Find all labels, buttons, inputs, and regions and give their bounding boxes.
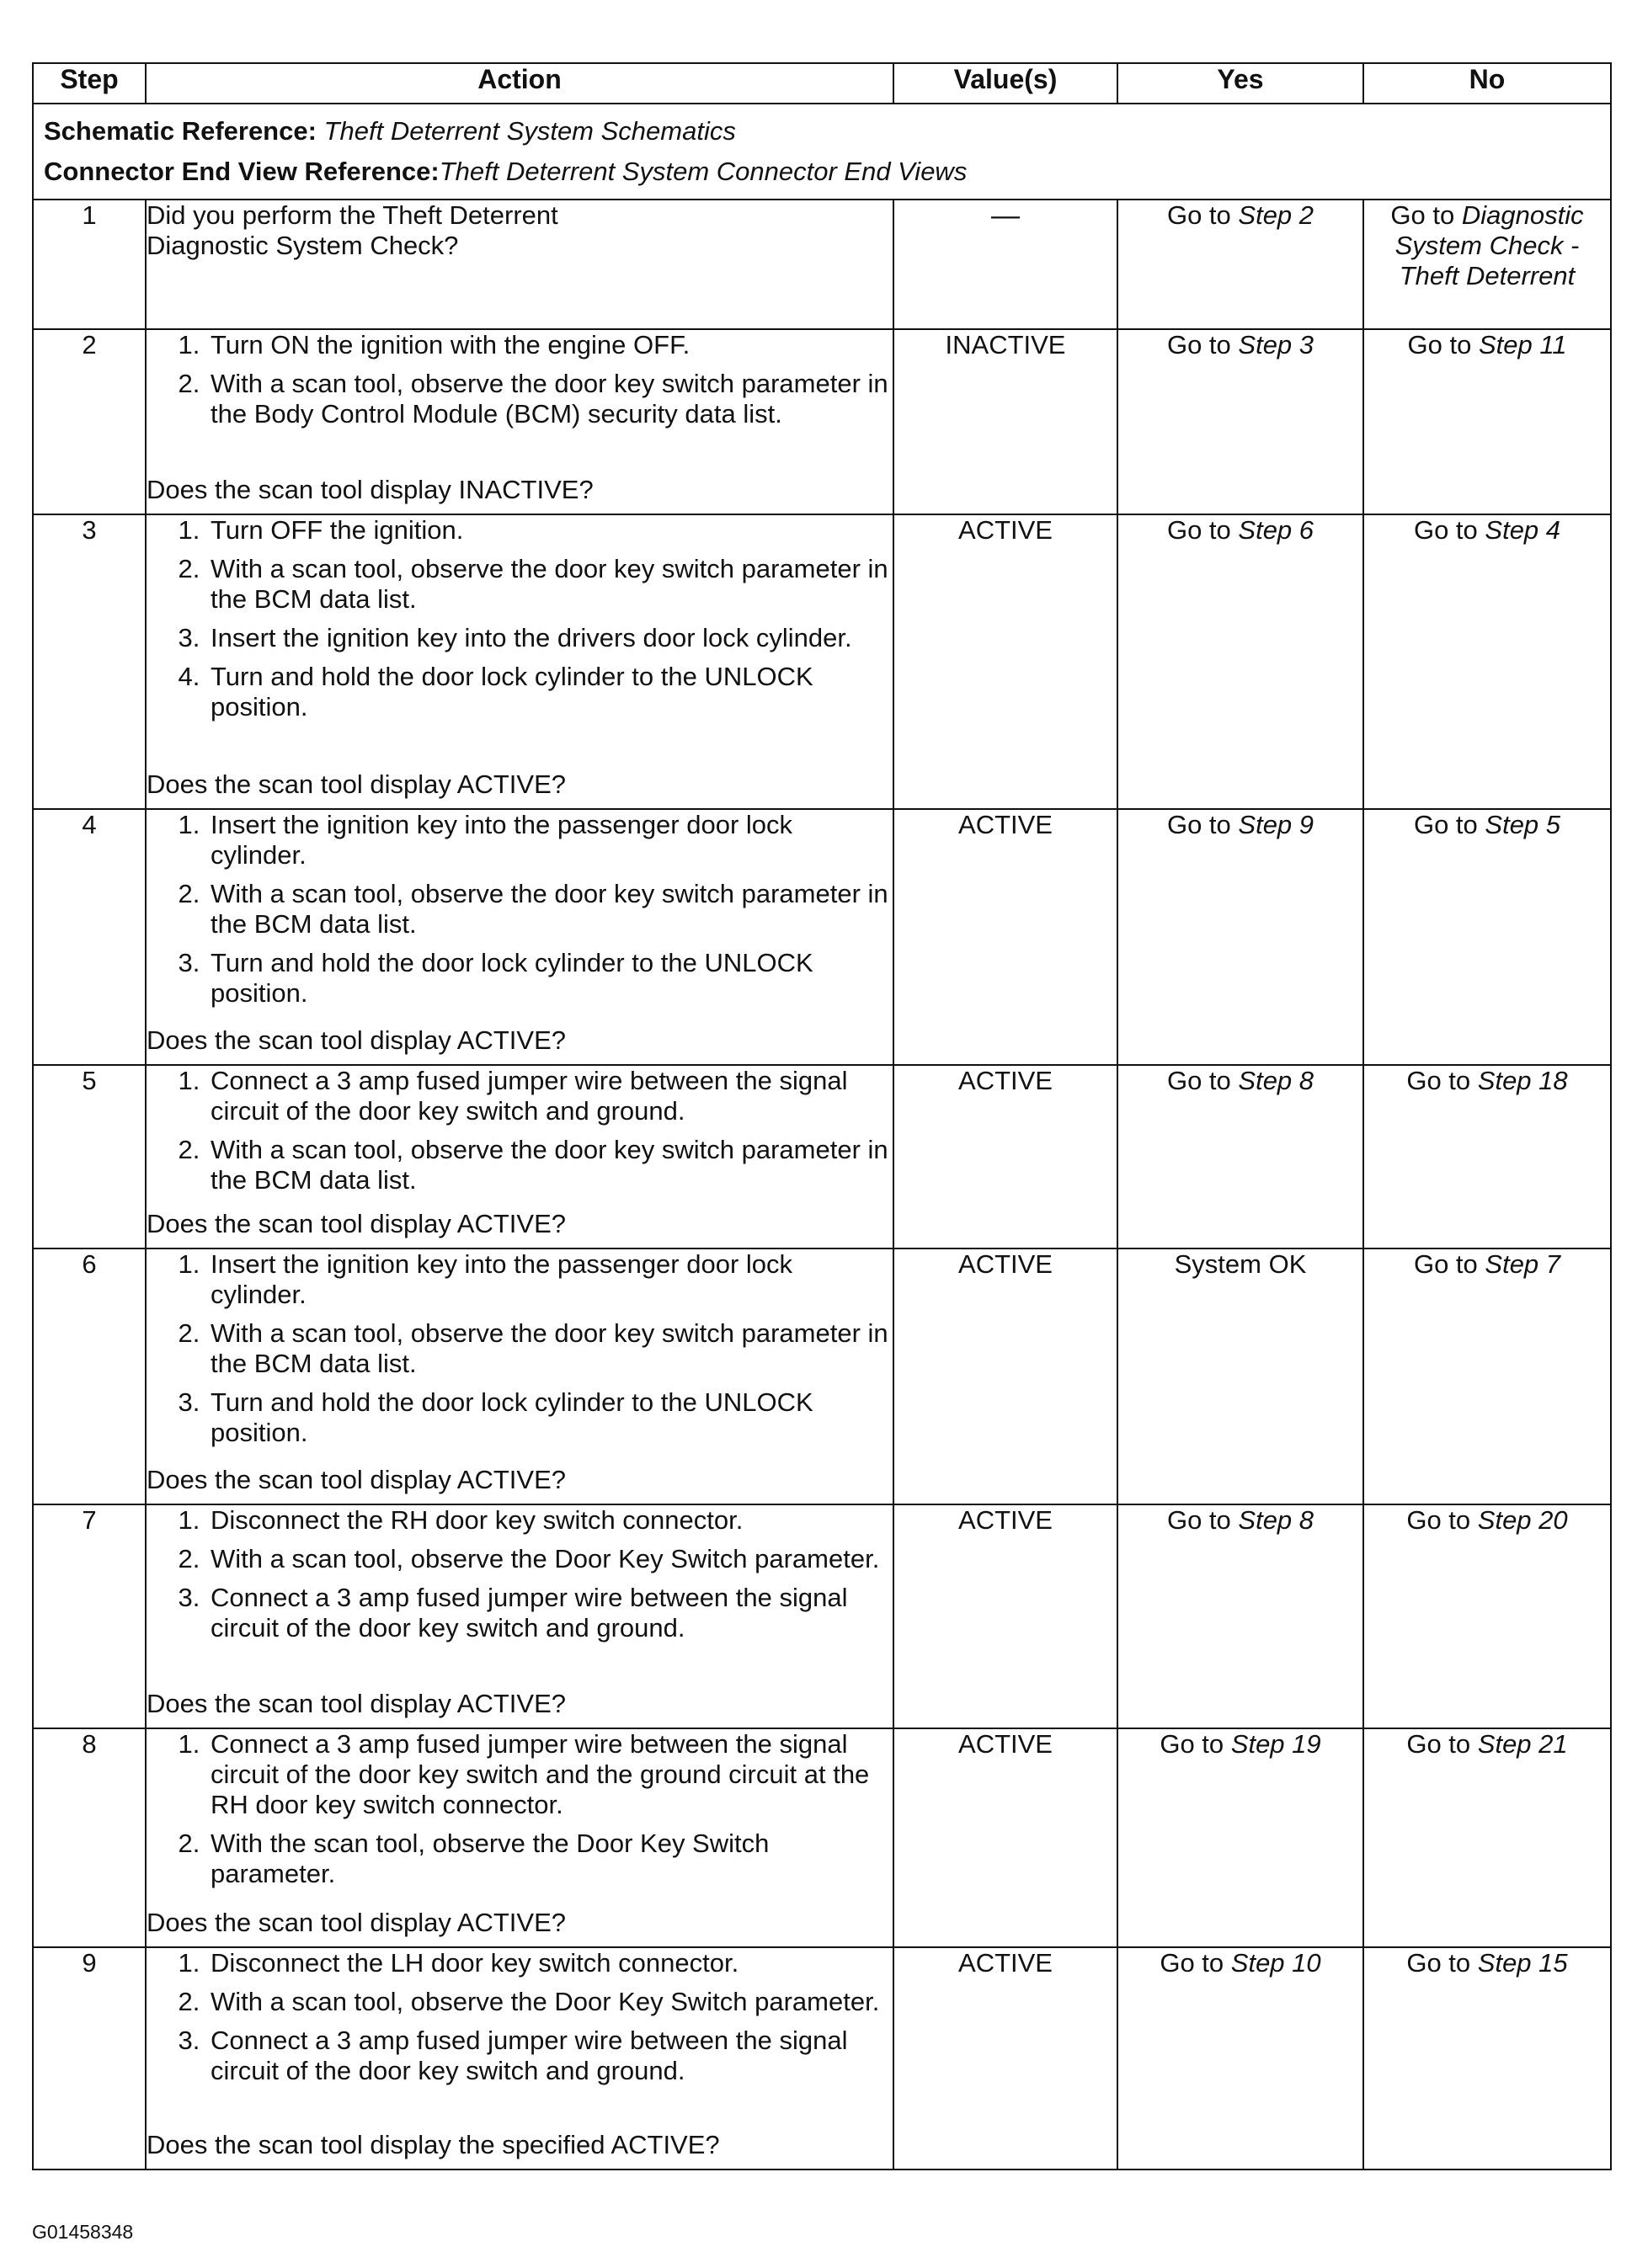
step-value: INACTIVE — [893, 329, 1117, 514]
schematic-reference — [44, 111, 1600, 152]
no-step-link[interactable]: Step 4 — [1485, 515, 1561, 545]
action-step-item: 2. With a scan tool, observe the door key switch parameter in the BCM data list. — [207, 879, 893, 940]
yes-step-link[interactable]: Step 2 — [1238, 200, 1314, 230]
action-steps — [147, 1249, 893, 1456]
action-step-item: 2. With a scan tool, observe the door key switch parameter in the BCM data list. — [207, 554, 893, 615]
action-steps — [147, 1066, 893, 1204]
step-value: ACTIVE — [893, 514, 1117, 809]
no-step-link[interactable]: Step 11 — [1478, 330, 1567, 359]
no-goto-label: Go to — [1390, 200, 1455, 230]
action-step-item: 3. Turn and hold the door lock cylinder to the UNLOCK position. — [207, 1387, 893, 1448]
no-action — [1363, 1504, 1611, 1728]
step-row — [33, 1504, 1611, 1728]
action-step-item: 1. Turn ON the ignition with the engine OFF. — [207, 330, 893, 360]
step-action — [146, 200, 893, 329]
action-step-item: 1. Disconnect the LH door key switch connector. — [207, 1948, 893, 1978]
yes-goto-label: Go to — [1166, 515, 1231, 545]
header-yes: Yes — [1117, 63, 1363, 104]
no-goto-label: Go to — [1413, 1249, 1478, 1279]
diagnostic-table — [32, 62, 1612, 2170]
action-question: Does the scan tool display ACTIVE? — [147, 1465, 566, 1494]
no-step-link[interactable]: Step 7 — [1485, 1249, 1561, 1279]
no-action — [1363, 200, 1611, 329]
step-value: ACTIVE — [893, 1947, 1117, 2170]
step-number: 7 — [33, 1504, 146, 1728]
no-diagnostic-link-line2[interactable]: System Check - — [1394, 231, 1580, 260]
step-number: 1 — [33, 200, 146, 329]
action-step-item: 1. Connect a 3 amp fused jumper wire between the signal circuit of the door key switch and ground. — [207, 1066, 893, 1126]
no-action — [1363, 1728, 1611, 1947]
schematic-reference-label: Schematic Reference: — [44, 116, 317, 146]
action-text: Did you perform the Theft Deterrent Diagnostic System Check? — [147, 200, 558, 260]
no-goto-label: Go to — [1406, 1729, 1471, 1759]
yes-goto-label: Go to — [1166, 1505, 1231, 1535]
step-action — [146, 1728, 893, 1947]
yes-step-link[interactable]: Step 3 — [1238, 330, 1314, 359]
reference-cell — [33, 104, 1611, 200]
action-question: Does the scan tool display ACTIVE? — [147, 1209, 566, 1238]
connector-reference-label: Connector End View Reference: — [44, 157, 440, 186]
no-goto-line — [1364, 200, 1610, 231]
action-step-item: 2. With a scan tool, observe the door key switch parameter in the BCM data list. — [207, 1135, 893, 1195]
action-step-item: 1. Connect a 3 amp fused jumper wire between the signal circuit of the door key switch and the ground circuit at the RH door key switch connector. — [207, 1729, 893, 1820]
step-value: ACTIVE — [893, 1504, 1117, 1728]
step-action — [146, 329, 893, 514]
step-number: 6 — [33, 1248, 146, 1504]
step-row — [33, 1947, 1611, 2170]
yes-action — [1117, 514, 1363, 809]
header-no: No — [1363, 63, 1611, 104]
yes-action — [1117, 1728, 1363, 1947]
no-action — [1363, 1947, 1611, 2170]
yes-step-link[interactable]: Step 9 — [1238, 810, 1314, 839]
no-goto-label: Go to — [1407, 330, 1472, 359]
no-action — [1363, 1248, 1611, 1504]
step-row — [33, 809, 1611, 1065]
yes-action — [1117, 1504, 1363, 1728]
no-goto-label: Go to — [1406, 1948, 1471, 1978]
yes-goto-label: Go to — [1166, 1066, 1231, 1095]
no-action — [1363, 329, 1611, 514]
action-step-item: 3. Insert the ignition key into the drivers door lock cylinder. — [207, 623, 893, 653]
step-row — [33, 1248, 1611, 1504]
action-question: Does the scan tool display ACTIVE? — [147, 769, 566, 799]
step-number: 8 — [33, 1728, 146, 1947]
step-action — [146, 1947, 893, 2170]
action-step-item: 4. Turn and hold the door lock cylinder to the UNLOCK position. — [207, 662, 893, 722]
step-number: 5 — [33, 1065, 146, 1248]
action-step-item: 3. Connect a 3 amp fused jumper wire between the signal circuit of the door key switch and ground. — [207, 2026, 893, 2086]
figure-code: G01458348 — [32, 2221, 134, 2243]
action-step-item: 2. With the scan tool, observe the Door Key Switch parameter. — [207, 1829, 893, 1889]
step-row — [33, 1728, 1611, 1947]
no-action — [1363, 514, 1611, 809]
no-diagnostic-link[interactable]: Diagnostic — [1461, 200, 1584, 230]
header-row — [33, 63, 1611, 104]
no-step-link[interactable]: Step 21 — [1477, 1729, 1568, 1759]
step-action — [146, 514, 893, 809]
step-action — [146, 809, 893, 1065]
step-number: 9 — [33, 1947, 146, 2170]
yes-step-link[interactable]: Step 10 — [1230, 1948, 1321, 1978]
no-step-link[interactable]: Step 18 — [1477, 1066, 1568, 1095]
yes-step-link[interactable]: Step 8 — [1238, 1066, 1314, 1095]
action-steps — [147, 515, 893, 731]
yes-step-link[interactable]: Step 8 — [1238, 1505, 1314, 1535]
yes-goto-label: Go to — [1166, 810, 1231, 839]
step-action — [146, 1065, 893, 1248]
yes-goto-label: Go to — [1166, 200, 1231, 230]
no-goto-label: Go to — [1406, 1066, 1471, 1095]
yes-goto-label: Go to — [1166, 330, 1231, 359]
action-question: Does the scan tool display ACTIVE? — [147, 1689, 566, 1718]
header-values: Value(s) — [893, 63, 1117, 104]
action-question: Does the scan tool display ACTIVE? — [147, 1025, 566, 1055]
action-step-item: 2. With a scan tool, observe the door key switch parameter in the Body Control Module (BCM) security data list. — [207, 369, 893, 429]
step-action — [146, 1248, 893, 1504]
header-action: Action — [146, 63, 893, 104]
action-steps — [147, 330, 893, 438]
yes-result-text: System OK — [1174, 1249, 1307, 1279]
action-steps — [147, 1948, 893, 2095]
yes-step-link[interactable]: Step 6 — [1238, 515, 1314, 545]
schematic-reference-value: Theft Deterrent System Schematics — [323, 116, 736, 146]
step-value: ACTIVE — [893, 1248, 1117, 1504]
reference-row — [33, 104, 1611, 200]
step-number: 4 — [33, 809, 146, 1065]
step-number: 2 — [33, 329, 146, 514]
step-value: ACTIVE — [893, 809, 1117, 1065]
no-step-link[interactable]: Step 20 — [1477, 1505, 1568, 1535]
no-action — [1363, 1065, 1611, 1248]
action-step-item: 3. Connect a 3 amp fused jumper wire between the signal circuit of the door key switch and ground. — [207, 1583, 893, 1643]
connector-reference-value: Theft Deterrent System Connector End Views — [439, 157, 968, 186]
action-step-item: 1. Turn OFF the ignition. — [207, 515, 893, 546]
yes-goto-label: Go to — [1160, 1948, 1224, 1978]
yes-action — [1117, 1947, 1363, 2170]
yes-action — [1117, 1065, 1363, 1248]
yes-action — [1117, 200, 1363, 329]
action-steps — [147, 810, 893, 1017]
header-step: Step — [33, 63, 146, 104]
step-value: ACTIVE — [893, 1065, 1117, 1248]
yes-step-link[interactable]: Step 19 — [1230, 1729, 1321, 1759]
no-step-link[interactable]: Step 15 — [1477, 1948, 1568, 1978]
step-row — [33, 1065, 1611, 1248]
no-action — [1363, 809, 1611, 1065]
yes-goto-label: Go to — [1160, 1729, 1224, 1759]
no-goto-label: Go to — [1406, 1505, 1471, 1535]
yes-action — [1117, 1248, 1363, 1504]
step-action — [146, 1504, 893, 1728]
step-row — [33, 200, 1611, 329]
action-step-item: 2. With a scan tool, observe the Door Key Switch parameter. — [207, 1544, 893, 1574]
no-diagnostic-link-line3[interactable]: Theft Deterrent — [1399, 261, 1576, 290]
action-step-item: 3. Turn and hold the door lock cylinder to the UNLOCK position. — [207, 948, 893, 1009]
step-row — [33, 514, 1611, 809]
action-step-item: 1. Insert the ignition key into the passenger door lock cylinder. — [207, 810, 893, 870]
action-step-item: 1. Disconnect the RH door key switch connector. — [207, 1505, 893, 1536]
no-goto-label: Go to — [1413, 810, 1478, 839]
yes-action — [1117, 809, 1363, 1065]
action-step-item: 2. With a scan tool, observe the door key switch parameter in the BCM data list. — [207, 1318, 893, 1379]
step-row — [33, 329, 1611, 514]
action-step-item: 2. With a scan tool, observe the Door Key Switch parameter. — [207, 1987, 893, 2017]
step-value: ACTIVE — [893, 1728, 1117, 1947]
action-question: Does the scan tool display ACTIVE? — [147, 1908, 566, 1937]
step-value: — — [893, 200, 1117, 329]
step-number: 3 — [33, 514, 146, 809]
action-steps — [147, 1729, 893, 1898]
no-goto-label: Go to — [1413, 515, 1478, 545]
action-question: Does the scan tool display the specified ACTIVE? — [147, 2130, 720, 2159]
yes-action — [1117, 329, 1363, 514]
action-steps — [147, 1505, 893, 1652]
no-step-link[interactable]: Step 5 — [1485, 810, 1561, 839]
action-question: Does the scan tool display INACTIVE? — [147, 475, 594, 504]
action-step-item: 1. Insert the ignition key into the passenger door lock cylinder. — [207, 1249, 893, 1310]
connector-reference — [44, 152, 1600, 192]
